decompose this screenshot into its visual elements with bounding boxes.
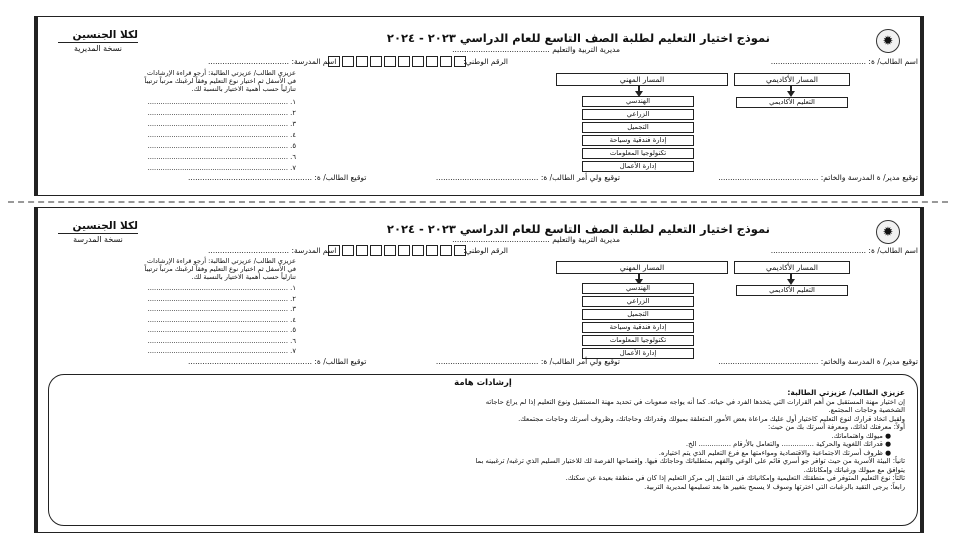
instruction-line: في الأسفل ثم اختيار نوع التعليم وفقاً لرغبتك مرتباً ترتيباً [144, 77, 296, 85]
guidance-box [48, 374, 918, 526]
guidance-greeting: عزيزي الطالب/ عزيزتي الطالبة: [787, 388, 905, 397]
copy-label: نسخة المدرسة [58, 233, 138, 244]
national-id-label: الرقم الوطني: [463, 57, 508, 66]
instruction-line: عزيزي الطالب/ عزيزتي الطالبة: أرجو قراءة الإرشادات [146, 69, 296, 77]
school-name-field[interactable]: اسم المدرسة: .................................. [208, 57, 337, 66]
guidance-body [59, 389, 905, 491]
guidance-bullet: ● ظروف أسرتك الاجتماعية والاقتصادية ومواءمتها مع فرع التعليم الذي يتم اختياره. [658, 448, 891, 457]
guidance-title: إرشادات هامة [454, 378, 512, 388]
choice-line[interactable]: ٥. ................................................................. [147, 142, 296, 150]
vocational-item[interactable]: تكنولوجيا المعلومات [582, 335, 694, 346]
guidance-line: رابعاً: يرجى التقيد بالرغبات التي اخترتها وسوف لا يسمح بتغيير ها بعد تسليمها لمديرية التربية. [644, 482, 905, 491]
parent-signature[interactable]: توقيع ولي أمر الطالب/ ة: ........................................... [435, 173, 620, 182]
guidance-line: إن اختيار مهنة المستقبل من أهم القرارات التي يتخذها الفرد في حياته. كما أنه يواجه صعوبات في تحديد مهنة المستقبل ونوع التعليم إذا لم يراع حاجاته [485, 397, 905, 406]
school-name-field[interactable]: اسم المدرسة: .................................. [208, 246, 337, 255]
vocational-item[interactable]: الهندسي [582, 96, 694, 107]
directorate-field[interactable]: مديرية التربية والتعليم ......................................... [452, 235, 620, 244]
vocational-item[interactable]: إدارة فندقية وسياحة [582, 322, 694, 333]
choice-line[interactable]: ٢. ................................................................. [147, 294, 296, 303]
choice-line[interactable]: ٣. ................................................................. [147, 120, 296, 128]
form-title: نموذج اختيار التعليم لطلبة الصف التاسع للعام الدراسي ٢٠٢٣ - ٢٠٢٤ [386, 31, 770, 45]
directorate-field[interactable]: مديرية التربية والتعليم ......................................... [452, 45, 620, 54]
guidance-line: ثالثاً: نوع التعليم المتوفر في منطقتك التعليمية وإمكانياتك في التنقل إلى مركز التعليم إذا كان في منطقة بعيدة عن سكنك. [565, 474, 905, 482]
vocational-item[interactable]: إدارة فندقية وسياحة [582, 135, 694, 146]
crest-icon: ✹ [876, 220, 900, 244]
choice-line[interactable]: ٧. ................................................................. [147, 347, 296, 355]
choice-line[interactable]: ٤. ................................................................. [147, 131, 296, 139]
choice-line[interactable]: ١. ................................................................. [147, 98, 296, 106]
choice-line[interactable]: ١. ................................................................. [147, 284, 296, 292]
academic-item[interactable]: التعليم الأكاديمي [736, 285, 848, 296]
choice-line[interactable]: ٥. ................................................................. [147, 326, 296, 334]
academic-item[interactable]: التعليم الأكاديمي [736, 97, 848, 108]
vocational-items [582, 96, 694, 172]
student-name-field[interactable]: اسم الطالب/ ة: ........................................ [770, 57, 918, 66]
principal-signature[interactable]: توقيع مدير/ ة المدرسة والخاتم: .......................................... [718, 357, 918, 366]
vocational-item[interactable]: إدارة الأعمال [582, 161, 694, 172]
parent-signature[interactable]: توقيع ولي أمر الطالب/ ة: ........................................... [435, 357, 620, 366]
guidance-bullet: ● ميولك واهتماماتك. [831, 431, 891, 440]
choices-list[interactable] [46, 97, 296, 174]
vocational-item[interactable]: إدارة الأعمال [582, 348, 694, 359]
student-name-field[interactable]: اسم الطالب/ ة: ........................................ [770, 246, 918, 255]
crest-icon: ✹ [876, 29, 900, 53]
choices-list[interactable] [46, 283, 296, 357]
instruction-line: تنازلياً حسب أهمية الاختيار بالنسبة لك. [191, 273, 296, 281]
student-signature[interactable]: توقيع الطالب/ ة: .................................................... [188, 357, 367, 366]
vocational-item[interactable]: الزراعي [582, 109, 694, 120]
national-id-boxes[interactable] [328, 245, 466, 256]
vocational-track-box: المسار المهني [556, 73, 728, 86]
principal-signature[interactable]: توقيع مدير/ ة المدرسة والخاتم: .......................................... [718, 173, 918, 182]
guidance-line: ولقبل اتخاذ قرارك لنوع التعليم كاختيار أول عليك مراعاة بعض الأمور المتعلقة بميولك وقدراتك وحاجاتك، وظروف أسرتك وحاجات مجتمعك. [518, 414, 905, 423]
vocational-item[interactable]: التجميل [582, 122, 694, 133]
vocational-items [582, 283, 694, 359]
student-signature[interactable]: توقيع الطالب/ ة: .................................................... [188, 173, 367, 182]
instruction-line: في الأسفل ثم اختيار نوع التعليم وفقاً لرغبتك مرتباً ترتيباً [144, 265, 296, 273]
vocational-item[interactable]: الزراعي [582, 296, 694, 307]
gender-label: لكلا الجنسين [72, 29, 138, 41]
academic-track-box: المسار الأكاديمي [734, 261, 850, 274]
form-sheet-directorate [34, 16, 924, 196]
guidance-line: يتوافق مع ميولك ورغباتك وإمكاناتك. [803, 465, 905, 474]
national-id-label: الرقم الوطني: [463, 246, 508, 255]
guidance-bullet: ● قدراتك اللغوية والحركية ............... والتعامل بالأرقام ............... الخ. [685, 440, 891, 448]
guidance-line: الشخصية وحاجات المجتمع. [828, 406, 905, 414]
gender-label: لكلا الجنسين [72, 220, 138, 232]
choice-line[interactable]: ٦. ................................................................. [147, 153, 296, 161]
instructions [46, 69, 296, 93]
vocational-item[interactable]: التجميل [582, 309, 694, 320]
national-id-boxes[interactable] [328, 56, 466, 67]
cut-line [8, 201, 948, 203]
instruction-line: تنازلياً حسب أهمية الاختيار بالنسبة لك. [191, 85, 296, 93]
guidance-line: ثانياً: البيئة الأسرية من حيث توافر جو أسري قائم على الوعي والفهم بمتطلباتك وحاجاتك فيها. وإفساحها الفرصة لك للاختيار السليم الذي ترغبه/ ترغبينه بما [475, 457, 905, 465]
choice-line[interactable]: ٤. ................................................................. [147, 315, 296, 324]
instruction-line: عزيزي الطالب/ عزيزتي الطالبة: أرجو قراءة الإرشادات [146, 257, 296, 265]
academic-track-box: المسار الأكاديمي [734, 73, 850, 86]
form-title: نموذج اختيار التعليم لطلبة الصف التاسع للعام الدراسي ٢٠٢٣ - ٢٠٢٤ [386, 222, 770, 236]
vocational-item[interactable]: تكنولوجيا المعلومات [582, 148, 694, 159]
choice-line[interactable]: ٦. ................................................................. [147, 336, 296, 345]
instructions [46, 257, 296, 281]
copy-label: نسخة المديرية [58, 42, 138, 53]
choice-line[interactable]: ٣. ................................................................. [147, 305, 296, 313]
vocational-track-box: المسار المهني [556, 261, 728, 274]
vocational-item[interactable]: الهندسي [582, 283, 694, 294]
choice-line[interactable]: ٧. ................................................................. [147, 164, 296, 172]
choice-line[interactable]: ٢. ................................................................. [147, 109, 296, 117]
guidance-line: أولاً: معرفتك لذاتك، ومعرفة أسرتك بك من حيث: [768, 423, 905, 431]
